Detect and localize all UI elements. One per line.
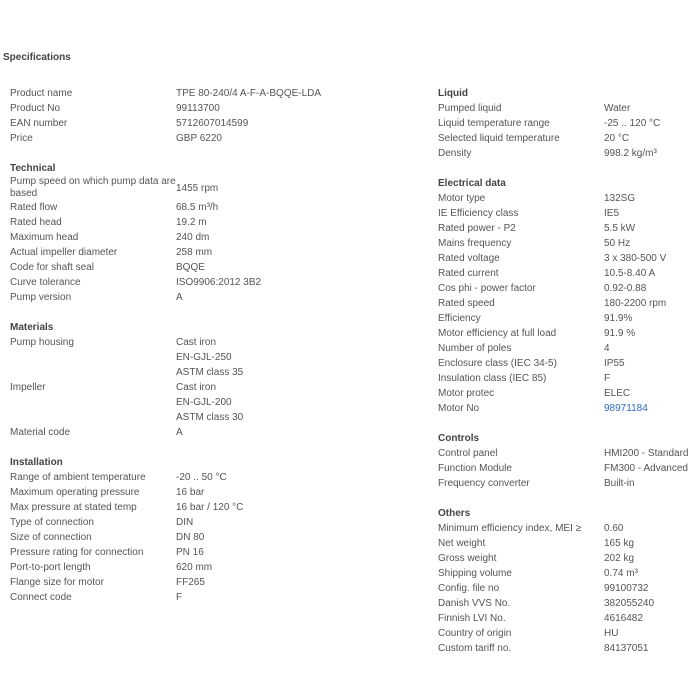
spec-label: Pump housing (10, 337, 74, 348)
spec-values (176, 101, 220, 116)
spec-values (604, 386, 630, 401)
section-others (438, 506, 698, 656)
spec-row-flange-size-for-motor (10, 575, 420, 590)
spec-label: Config. file no (438, 583, 500, 594)
spec-value: TPE 80-240/4 A-F-A-BQQE-LDA (176, 88, 322, 99)
spec-values (604, 356, 625, 371)
spec-label: Rated power - P2 (438, 223, 516, 234)
spec-row-motor-efficiency-at-full-load (438, 326, 698, 341)
spec-value: PN 16 (176, 547, 204, 558)
spec-row-mains-frequency (438, 236, 698, 251)
spec-values (604, 641, 649, 656)
spec-value: 180-2200 rpm (604, 298, 667, 309)
spec-values (604, 611, 643, 626)
spec-label: Max pressure at stated temp (10, 502, 137, 513)
spec-value: F (604, 373, 611, 384)
section-title: Electrical data (438, 178, 506, 189)
spec-row-pump-housing (10, 335, 420, 380)
spec-value: 0.92-0.88 (604, 283, 647, 294)
spec-values (176, 500, 243, 515)
spec-label: Range of ambient temperature (10, 472, 146, 483)
spec-values (176, 131, 222, 146)
spec-values (176, 380, 243, 425)
spec-label: Danish VVS No. (438, 598, 511, 609)
spec-value: EN-GJL-200 (176, 397, 232, 408)
spec-value: 132SG (604, 193, 636, 204)
spec-value: ASTM class 35 (176, 367, 244, 378)
section-title: Controls (438, 433, 480, 444)
spec-value: 998.2 kg/m³ (604, 148, 657, 159)
spec-label: Rated flow (10, 202, 58, 213)
spec-label: Size of connection (10, 532, 92, 543)
spec-values (604, 596, 654, 611)
spec-label: Pump version (10, 292, 72, 303)
spec-row-product-name (10, 86, 420, 101)
spec-values (604, 626, 618, 641)
spec-value: 99100732 (604, 583, 649, 594)
spec-label: Custom tariff no. (438, 643, 512, 654)
spec-value: IE5 (604, 208, 620, 219)
spec-values (176, 230, 209, 245)
spec-values (176, 275, 261, 290)
section-technical (10, 161, 420, 305)
spec-row-rated-voltage (438, 251, 698, 266)
spec-row-country-of-origin (438, 626, 698, 641)
spec-values (604, 101, 630, 116)
section-liquid (438, 86, 698, 161)
section-title: Installation (10, 457, 63, 468)
spec-value: 91.9 % (604, 328, 636, 339)
spec-value: 50 Hz (604, 238, 631, 249)
spec-values (176, 200, 218, 215)
spec-label: Motor type (438, 193, 486, 204)
spec-label: Motor protec (438, 388, 495, 399)
spec-label: Rated voltage (438, 253, 500, 264)
spec-values (604, 401, 648, 416)
spec-row-minimum-efficiency-index-mei (438, 521, 698, 536)
spec-value: IP55 (604, 358, 625, 369)
spec-value: 4 (604, 343, 610, 354)
spec-value: 16 bar (176, 487, 205, 498)
spec-value: GBP 6220 (176, 133, 222, 144)
spec-label: Density (438, 148, 472, 159)
spec-label: Liquid temperature range (438, 118, 550, 129)
spec-row-ie-efficiency-class (438, 206, 698, 221)
spec-value: Cast iron (176, 337, 217, 348)
spec-value: 258 mm (176, 247, 213, 258)
spec-label: Minimum efficiency index, MEI ≥ (438, 523, 582, 534)
spec-value: 84137051 (604, 643, 649, 654)
spec-value: DN 80 (176, 532, 205, 543)
spec-label: Selected liquid temperature (438, 133, 560, 144)
spec-row-rated-power-p2 (438, 221, 698, 236)
spec-row-insulation-class-iec-85 (438, 371, 698, 386)
spec-row-cos-phi-power-factor (438, 281, 698, 296)
spec-value: 165 kg (604, 538, 635, 549)
spec-value: 10.5-8.40 A (604, 268, 656, 279)
spec-row-control-panel (438, 446, 698, 461)
spec-label: Maximum operating pressure (10, 487, 140, 498)
spec-label: IE Efficiency class (438, 208, 519, 219)
spec-values (176, 245, 212, 260)
spec-values (604, 521, 623, 536)
spec-row-product-no (10, 101, 420, 116)
spec-values (176, 116, 248, 131)
spec-value: 0.60 (604, 523, 624, 534)
spec-value: 20 °C (604, 133, 630, 144)
spec-value: F (176, 592, 183, 603)
spec-values (176, 560, 212, 575)
spec-label: Finnish LVI No. (438, 613, 506, 624)
spec-value: 68.5 m³/h (176, 202, 219, 213)
spec-values (604, 566, 638, 581)
spec-value: 382055240 (604, 598, 655, 609)
spec-label: Number of poles (438, 343, 512, 354)
spec-value: -25 .. 120 °C (604, 118, 661, 129)
spec-label: Material code (10, 427, 71, 438)
section-title: Materials (10, 322, 54, 333)
spec-label: Actual impeller diameter (10, 247, 118, 258)
spec-row-ean-number (10, 116, 420, 131)
spec-label: Cos phi - power factor (438, 283, 536, 294)
spec-row-gross-weight (438, 551, 698, 566)
spec-label: Mains frequency (438, 238, 512, 249)
spec-values (176, 181, 218, 196)
spec-values (604, 446, 689, 461)
spec-value: Cast iron (176, 382, 217, 393)
spec-row-pump-speed-on-which-pump-data-are-based (10, 176, 420, 200)
spec-row-max-pressure-at-stated-temp (10, 500, 420, 515)
spec-label: Frequency converter (438, 478, 530, 489)
spec-label: Efficiency (438, 313, 481, 324)
left-spec-column (10, 86, 420, 620)
spec-values (604, 551, 634, 566)
spec-value: 5712607014599 (176, 118, 249, 129)
spec-label: Country of origin (438, 628, 512, 639)
spec-label: Port-to-port length (10, 562, 91, 573)
spec-value: ASTM class 30 (176, 412, 244, 423)
spec-value: 99113700 (176, 103, 220, 114)
spec-values (176, 290, 183, 305)
spec-values (604, 146, 657, 161)
spec-row-pump-version (10, 290, 420, 305)
spec-values (604, 131, 629, 146)
spec-values (604, 326, 635, 341)
spec-values (176, 515, 193, 530)
section-product-info (10, 86, 420, 146)
spec-label: Insulation class (IEC 85) (438, 373, 547, 384)
spec-value: 202 kg (604, 553, 635, 564)
spec-value: 620 mm (176, 562, 213, 573)
spec-values (604, 371, 610, 386)
spec-values (604, 341, 610, 356)
spec-values (176, 335, 243, 380)
spec-row-rated-speed (438, 296, 698, 311)
spec-value: EN-GJL-250 (176, 352, 232, 363)
spec-value: 240 dm (176, 232, 210, 243)
spec-row-motor-no (438, 401, 698, 416)
spec-row-rated-flow (10, 200, 420, 215)
spec-row-density (438, 146, 698, 161)
spec-values (176, 260, 205, 275)
spec-row-function-module (438, 461, 698, 476)
spec-value: A (176, 292, 183, 303)
spec-value: Built-in (604, 478, 635, 489)
spec-values (176, 545, 204, 560)
spec-row-custom-tariff-no (438, 641, 698, 656)
section-title: Technical (10, 163, 56, 174)
spec-label: Rated speed (438, 298, 495, 309)
spec-values (604, 116, 660, 131)
specifications-title: Specifications (3, 52, 71, 63)
spec-label: Gross weight (438, 553, 497, 564)
spec-values (604, 311, 632, 326)
spec-value: 1455 rpm (176, 182, 219, 194)
spec-row-material-code (10, 425, 420, 440)
spec-value: A (176, 427, 183, 438)
spec-label: Pressure rating for connection (10, 547, 144, 558)
spec-row-curve-tolerance (10, 275, 420, 290)
spec-label: Control panel (438, 448, 498, 459)
spec-row-price (10, 131, 420, 146)
spec-values (604, 266, 655, 281)
spec-value: 19.2 m (176, 217, 207, 228)
spec-values (604, 536, 634, 551)
section-controls (438, 431, 698, 491)
spec-values (604, 461, 688, 476)
spec-value: FM300 - Advanced (604, 463, 688, 474)
spec-value: FF265 (176, 577, 205, 588)
spec-values (176, 425, 183, 440)
spec-value: 91.9% (604, 313, 633, 324)
spec-row-range-of-ambient-temperature (10, 470, 420, 485)
spec-label: Function Module (438, 463, 512, 474)
spec-value: HU (604, 628, 619, 639)
spec-values (604, 251, 666, 266)
spec-label: Product No (10, 103, 61, 114)
spec-row-rated-head (10, 215, 420, 230)
spec-value: BQQE (176, 262, 205, 273)
spec-row-size-of-connection (10, 530, 420, 545)
spec-value: 4616482 (604, 613, 643, 624)
spec-value: Water (604, 103, 631, 114)
spec-row-shipping-volume (438, 566, 698, 581)
spec-label: Motor No (438, 403, 480, 414)
spec-value: 16 bar / 120 °C (176, 502, 244, 513)
spec-row-selected-liquid-temperature (438, 131, 698, 146)
spec-value-link[interactable]: 98971184 (604, 403, 648, 414)
spec-label: Impeller (10, 382, 46, 393)
spec-value: 3 x 380-500 V (604, 253, 667, 264)
spec-values (176, 485, 204, 500)
spec-values (176, 590, 182, 605)
spec-label: Price (10, 133, 33, 144)
spec-row-pumped-liquid (438, 101, 698, 116)
spec-label: Connect code (10, 592, 72, 603)
spec-row-number-of-poles (438, 341, 698, 356)
spec-values (604, 281, 646, 296)
spec-values (176, 530, 204, 545)
section-electrical-data (438, 176, 698, 416)
section-title: Others (438, 508, 471, 519)
spec-values (176, 575, 205, 590)
spec-label: Rated head (10, 217, 62, 228)
spec-label: EAN number (10, 118, 68, 129)
section-materials (10, 320, 420, 440)
spec-row-motor-protec (438, 386, 698, 401)
spec-value: ISO9906:2012 3B2 (176, 277, 262, 288)
spec-row-liquid-temperature-range (438, 116, 698, 131)
right-spec-column (438, 86, 698, 671)
spec-values (176, 86, 321, 101)
spec-label: Pumped liquid (438, 103, 502, 114)
spec-values (604, 296, 666, 311)
spec-row-frequency-converter (438, 476, 698, 491)
spec-label: Shipping volume (438, 568, 512, 579)
spec-label: Code for shaft seal (10, 262, 94, 273)
spec-row-maximum-head (10, 230, 420, 245)
spec-label: Enclosure class (IEC 34-5) (438, 358, 557, 369)
section-installation (10, 455, 420, 605)
spec-values (604, 206, 619, 221)
spec-row-config-file-no (438, 581, 698, 596)
spec-values (176, 470, 227, 485)
spec-label: Motor efficiency at full load (438, 328, 557, 339)
spec-value: DIN (176, 517, 194, 528)
spec-row-impeller (10, 380, 420, 425)
spec-value: ELEC (604, 388, 631, 399)
spec-row-pressure-rating-for-connection (10, 545, 420, 560)
spec-row-code-for-shaft-seal (10, 260, 420, 275)
spec-value: -20 .. 50 °C (176, 472, 227, 483)
spec-row-port-to-port-length (10, 560, 420, 575)
spec-value: HMI200 - Standard (604, 448, 689, 459)
spec-row-connect-code (10, 590, 420, 605)
spec-values (604, 221, 635, 236)
spec-row-rated-current (438, 266, 698, 281)
spec-row-motor-type (438, 191, 698, 206)
section-title: Liquid (438, 88, 468, 99)
spec-label: Rated current (438, 268, 499, 279)
spec-row-danish-vvs-no (438, 596, 698, 611)
spec-label: Flange size for motor (10, 577, 104, 588)
spec-label: Pump speed on which pump data are based (10, 176, 176, 199)
spec-values (604, 476, 635, 491)
spec-row-efficiency (438, 311, 698, 326)
spec-label: Product name (10, 88, 73, 99)
spec-values (604, 191, 635, 206)
spec-row-maximum-operating-pressure (10, 485, 420, 500)
spec-label: Net weight (438, 538, 486, 549)
spec-row-enclosure-class-iec-34-5 (438, 356, 698, 371)
spec-values (604, 581, 649, 596)
spec-row-net-weight (438, 536, 698, 551)
spec-label: Type of connection (10, 517, 94, 528)
spec-values (604, 236, 630, 251)
spec-value: 0.74 m³ (604, 568, 638, 579)
spec-row-actual-impeller-diameter (10, 245, 420, 260)
spec-values (176, 215, 207, 230)
spec-value: 5.5 kW (604, 223, 636, 234)
spec-label: Curve tolerance (10, 277, 81, 288)
spec-row-finnish-lvi-no (438, 611, 698, 626)
spec-label: Maximum head (10, 232, 79, 243)
spec-row-type-of-connection (10, 515, 420, 530)
